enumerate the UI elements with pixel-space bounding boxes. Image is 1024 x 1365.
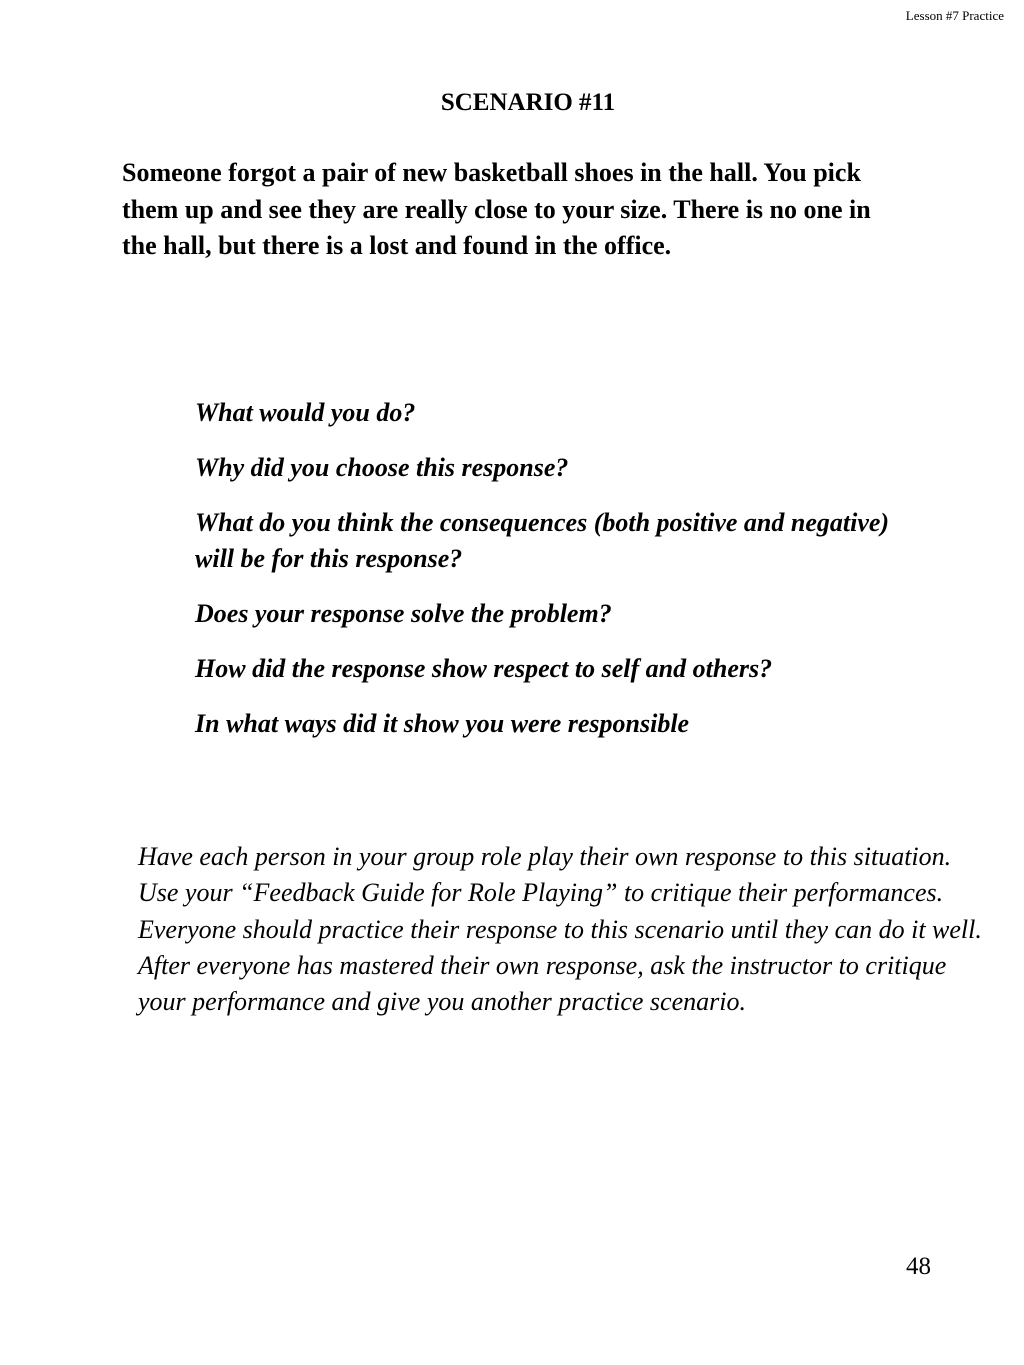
question-item: Why did you choose this response? [195, 453, 569, 482]
question-list [195, 395, 915, 761]
question-item: What do you think the consequences (both positive and negative) will be for this response? [195, 508, 890, 573]
page-number: 48 [906, 1253, 931, 1280]
question-item: How did the response show respect to self and others? [195, 654, 773, 683]
question-item: Does your response solve the problem? [195, 599, 612, 628]
page-header-tag: Lesson #7 Practice [905, 8, 1004, 23]
instructions-paragraph: Have each person in your group role play their own response to this situation. Use your “Feedback Guide for Role Playing” to critique their performances. Everyone should practice their response to this scenario until they can do it well. After everyone has mastered their own response, ask the instructor to critique your performance and give you another practice scenario. [138, 842, 982, 1017]
page-title: SCENARIO #11 [440, 89, 616, 116]
question-item: In what ways did it show you were responsible [195, 709, 690, 738]
question-item: What would you do? [195, 398, 416, 427]
scenario-text: Someone forgot a pair of new basketball shoes in the hall. You pick them up and see they are really close to your size. There is no one in the hall, but there is a lost and found in the office. [122, 158, 871, 260]
